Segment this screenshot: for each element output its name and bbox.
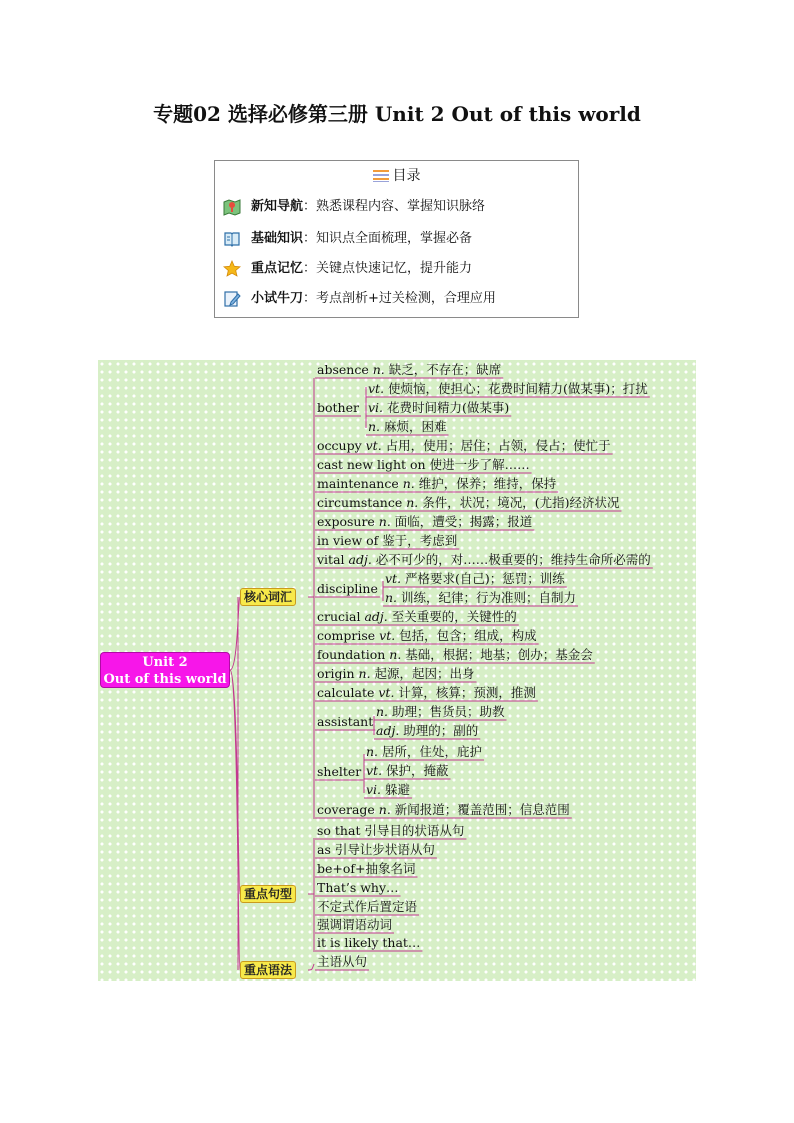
page-title: 专题02 选择必修第三册 Unit 2 Out of this world	[153, 102, 641, 126]
vocab-sense: vt. 使烦恼，使担心；花费时间精力(做某事)；打扰	[368, 381, 648, 396]
vocab-item: shelter	[317, 764, 362, 779]
branch-vocab: 核心词汇	[240, 588, 296, 606]
vocab-item: crucial adj. 至关重要的，关键性的	[317, 609, 517, 624]
toc-label: 小试牛刀	[251, 291, 304, 306]
toc-item	[223, 257, 472, 278]
sentence-item: 强调谓语动词	[317, 917, 393, 932]
vocab-item: in view of 鉴于，考虑到	[317, 533, 458, 548]
root-line: Out of this world	[103, 672, 227, 687]
sentence-item: as 引导让步状语从句	[317, 842, 435, 857]
toc-desc: ：关键点快速记忆，提升能力	[303, 261, 473, 276]
vocab-item: exposure n. 面临，遭受；揭露；报道	[317, 514, 533, 529]
vocab-item: foundation n. 基础，根据；地基；创办；基金会	[317, 647, 593, 662]
branch-grammar: 重点语法	[240, 961, 296, 979]
sentence-item: be+of+抽象名词	[317, 861, 416, 876]
root-node	[100, 652, 230, 688]
vocab-sense: vt. 保护，掩蔽	[366, 763, 449, 778]
vocab-item: circumstance n. 条件，状况；境况，(尤指)经济状况	[317, 495, 620, 510]
toc-item	[223, 195, 485, 216]
grammar-item: 主语从句	[317, 954, 368, 969]
vocab-sense: vi. 花费时间精力(做某事)	[368, 400, 510, 415]
vocab-item: absence n. 缺乏，不存在；缺席	[317, 362, 502, 377]
vocab-sense: n. 训练，纪律；行为准则；自制力	[385, 590, 577, 605]
vocab-sense: n. 麻烦，困难	[368, 419, 447, 434]
toc-item	[223, 227, 472, 248]
map-icon	[223, 198, 241, 216]
toc-desc: ：熟悉课程内容、掌握知识脉络	[303, 199, 486, 214]
vocab-sense: vt. 严格要求(自己)；惩罚；训练	[385, 571, 565, 586]
vocab-item: coverage n. 新闻报道；覆盖范围；信息范围	[317, 802, 570, 817]
vocab-sense: n. 居所，住处，庇护	[366, 744, 483, 759]
vocab-item: vital adj. 必不可少的，对……极重要的；维持生命所必需的	[317, 552, 651, 567]
star-icon	[223, 260, 241, 278]
vocab-item: occupy vt. 占用，使用；居住；占领，侵占；使忙于	[317, 438, 611, 453]
sentence-item: it is likely that…	[317, 935, 421, 950]
toc-item	[223, 287, 496, 308]
table-of-contents	[214, 160, 579, 318]
toc-label: 新知导航	[251, 199, 304, 214]
vocab-item: bother	[317, 400, 359, 415]
vocab-item: cast new light on 使进一步了解……	[317, 457, 530, 472]
vocab-item: origin n. 起源，起因；出身	[317, 666, 475, 681]
root-line: Unit 2	[142, 655, 188, 670]
vocab-item: assistant	[317, 714, 374, 729]
mind-map	[98, 360, 696, 981]
toc-desc: ：考点剖析+过关检测，合理应用	[303, 291, 496, 306]
vocab-item: maintenance n. 维护，保养；维持，保持	[317, 476, 557, 491]
vocab-sense: vi. 躲避	[366, 782, 411, 797]
vocab-sense: n. 助理；售货员；助教	[376, 704, 505, 719]
book-icon	[223, 230, 241, 248]
branch-sentences: 重点句型	[240, 885, 296, 903]
edit-icon	[223, 290, 241, 308]
list-icon	[373, 170, 389, 182]
toc-heading-text: 目录	[392, 168, 421, 184]
toc-label: 基础知识	[251, 231, 304, 246]
vocab-sense: adj. 助理的；副的	[376, 723, 479, 738]
sentence-item: 不定式作后置定语	[317, 899, 418, 914]
sentence-item: so that 引导目的状语从句	[317, 823, 465, 838]
vocab-item: calculate vt. 计算，核算；预测，推测	[317, 685, 536, 700]
toc-desc: ：知识点全面梳理，掌握必备	[303, 231, 473, 246]
vocab-item: comprise vt. 包括，包含；组成，构成	[317, 628, 537, 643]
sentence-item: That’s why…	[317, 880, 399, 895]
toc-label: 重点记忆	[251, 261, 304, 276]
toc-heading	[215, 165, 578, 185]
vocab-item: discipline	[317, 581, 378, 596]
